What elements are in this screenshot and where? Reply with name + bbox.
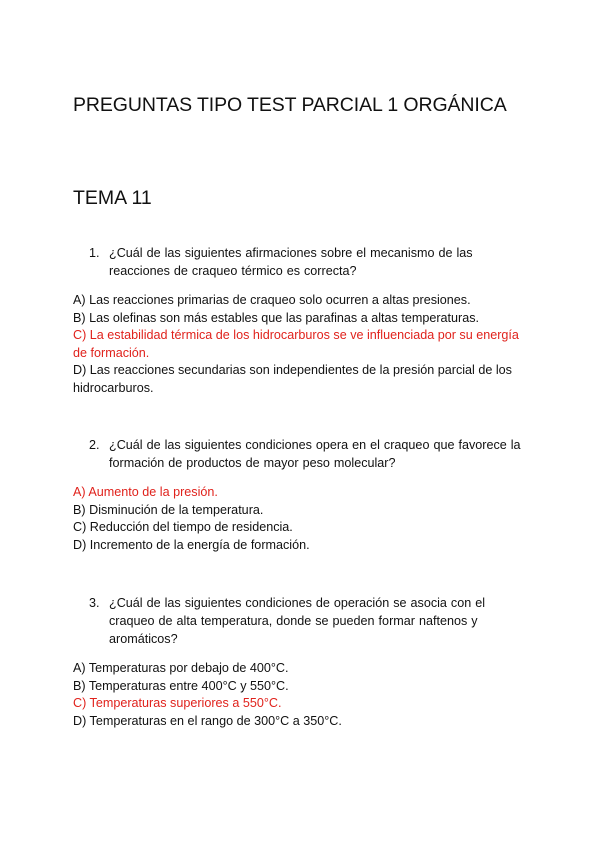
question-stem (89, 594, 523, 648)
option-c: C) Reducción del tiempo de residencia. (73, 520, 293, 535)
question-stem (89, 244, 523, 280)
question-number: 1. (89, 246, 100, 260)
option-a-correct: A) Aumento de la presión. (73, 485, 218, 499)
option-d: D) Las reacciones secundarias son independientes de la presión parcial de los hidrocarburos. (73, 363, 512, 395)
question-stem (89, 436, 523, 472)
answer-options (73, 292, 523, 398)
option-c-correct: C) Temperaturas superiores a 550°C. (73, 696, 282, 711)
question-text: ¿Cuál de las siguientes condiciones opera en el craqueo que favorece la formación de productos de mayor peso molecular? (109, 438, 521, 470)
option-a: A) Temperaturas por debajo de 400°C. (73, 661, 289, 675)
question-text: ¿Cuál de las siguientes afirmaciones sobre el mecanismo de las reacciones de craqueo térmico es correcta? (109, 246, 473, 278)
question-number: 3. (89, 596, 100, 610)
option-b: B) Disminución de la temperatura. (73, 502, 264, 517)
document-title: PREGUNTAS TIPO TEST PARCIAL 1 ORGÁNICA (73, 94, 507, 116)
answer-options (73, 660, 523, 730)
section-title: TEMA 11 (73, 187, 152, 209)
option-c-correct: C) La estabilidad térmica de los hidrocarburos se ve influenciada por su energía de formación. (73, 328, 519, 360)
option-d: D) Temperaturas en el rango de 300°C a 350°C. (73, 713, 342, 728)
question-3 (73, 594, 523, 730)
option-b: B) Temperaturas entre 400°C y 550°C. (73, 678, 289, 693)
question-2 (73, 436, 523, 554)
option-b: B) Las olefinas son más estables que las parafinas a altas temperaturas. (73, 310, 480, 325)
answer-options (73, 484, 523, 554)
option-a: A) Las reacciones primarias de craqueo solo ocurren a altas presiones. (73, 293, 471, 307)
option-d: D) Incremento de la energía de formación. (73, 537, 310, 552)
question-number: 2. (89, 438, 100, 452)
question-text: ¿Cuál de las siguientes condiciones de operación se asocia con el craqueo de alta temperatura, donde se pueden formar naftenos y aromáticos? (109, 596, 486, 646)
question-1 (73, 244, 523, 398)
